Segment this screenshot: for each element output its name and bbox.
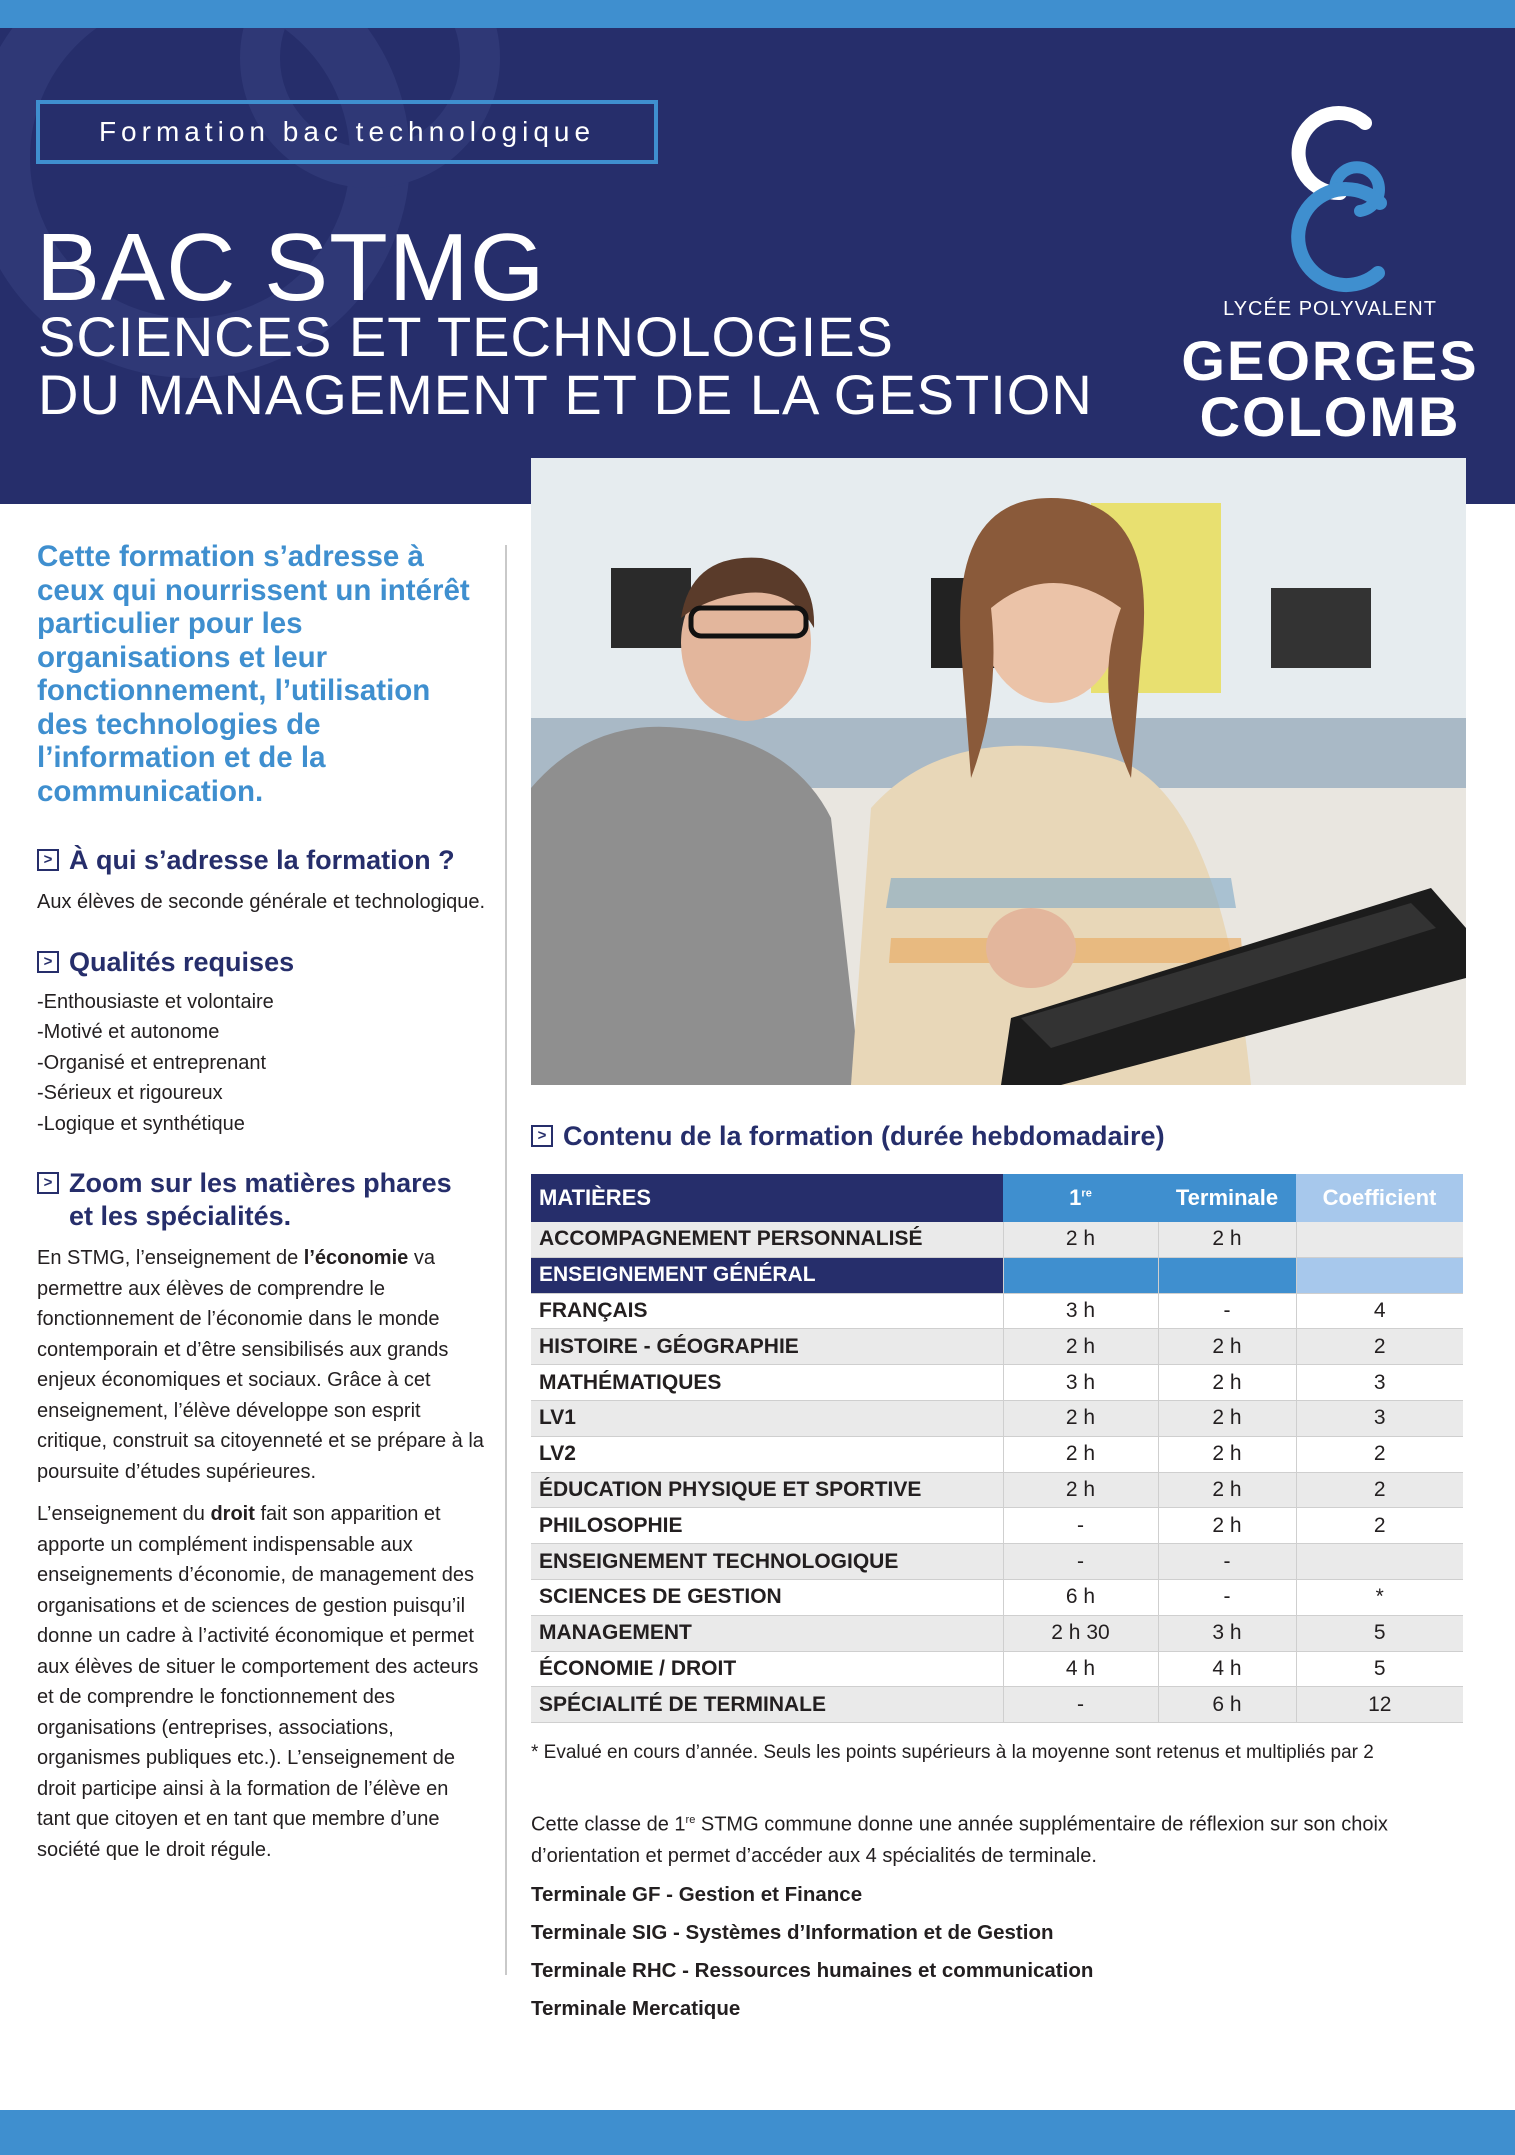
- cell-terminale: 2 h: [1158, 1222, 1296, 1257]
- table-row: [531, 1544, 1463, 1580]
- cell-terminale: 2 h: [1158, 1472, 1296, 1508]
- cell-terminale: 2 h: [1158, 1436, 1296, 1472]
- contenu-table: [531, 1174, 1463, 1723]
- arrow-icon: >: [531, 1125, 553, 1147]
- cell-premiere: 6 h: [1003, 1579, 1158, 1615]
- cell-matiere: SPÉCIALITÉ DE TERMINALE: [531, 1687, 1003, 1723]
- cell-premiere: -: [1003, 1508, 1158, 1544]
- specialite-item: Terminale RHC - Ressources humaines et communication: [531, 1958, 1094, 1982]
- section-audience-title-text: À qui s’adresse la formation ?: [69, 845, 455, 875]
- section-qualities: [37, 946, 487, 1140]
- logo-subtitle: LYCÉE POLYVALENT: [1223, 298, 1437, 320]
- section-qualities-title: [37, 946, 487, 979]
- cell-terminale: -: [1158, 1544, 1296, 1580]
- classroom-photo: [531, 458, 1466, 1085]
- left-column: [37, 540, 487, 1865]
- qualities-item: -Sérieux et rigoureux: [37, 1082, 223, 1104]
- cell-premiere: 2 h: [1003, 1222, 1158, 1257]
- table-row: [531, 1579, 1463, 1615]
- cell-coefficient: 5: [1296, 1615, 1463, 1651]
- logo-name-line-1: GEORGES: [1181, 329, 1479, 392]
- section-zoom-title-line-2: et les spécialités.: [69, 1201, 292, 1231]
- header-premiere: [1003, 1174, 1158, 1222]
- table-footnote: * Evalué en cours d’année. Seuls les points supérieurs à la moyenne sont retenus et multipliés par 2: [531, 1742, 1374, 1763]
- cell-coefficient: [1296, 1257, 1463, 1293]
- intro-text: Cette formation s’adresse à ceux qui nourrissent un intérêt particulier pour les organisations et leur fonctionnement, l’utilisation des technologies de l’information et de la communication.: [37, 540, 470, 808]
- cell-premiere: 2 h: [1003, 1329, 1158, 1365]
- cell-terminale: [1158, 1257, 1296, 1293]
- top-accent-bar: [0, 0, 1515, 28]
- table-row: [531, 1222, 1463, 1257]
- cell-premiere: 3 h: [1003, 1293, 1158, 1329]
- cell-terminale: 2 h: [1158, 1365, 1296, 1401]
- cell-matiere: ÉCONOMIE / DROIT: [531, 1651, 1003, 1687]
- table-section-row: [531, 1257, 1463, 1293]
- cell-coefficient: 3: [1296, 1365, 1463, 1401]
- cell-matiere: MATHÉMATIQUES: [531, 1365, 1003, 1401]
- zoom-p1-bold: l’économie: [303, 1247, 409, 1269]
- cell-terminale: 2 h: [1158, 1329, 1296, 1365]
- cell-terminale: 2 h: [1158, 1400, 1296, 1436]
- header-premiere-sup: re: [1081, 1187, 1092, 1200]
- arrow-icon: >: [37, 1172, 59, 1194]
- qualities-item: -Motivé et autonome: [37, 1021, 220, 1043]
- specialite-item: Terminale GF - Gestion et Finance: [531, 1882, 863, 1906]
- cell-premiere: 2 h: [1003, 1472, 1158, 1508]
- cell-terminale: -: [1158, 1293, 1296, 1329]
- table-row: [531, 1472, 1463, 1508]
- cell-matiere: MANAGEMENT: [531, 1615, 1003, 1651]
- arrow-icon: >: [37, 951, 59, 973]
- cell-matiere: ENSEIGNEMENT TECHNOLOGIQUE: [531, 1544, 1003, 1580]
- cell-coefficient: [1296, 1544, 1463, 1580]
- table-row: [531, 1508, 1463, 1544]
- cell-coefficient: [1296, 1222, 1463, 1257]
- qualities-item: -Enthousiaste et volontaire: [37, 990, 274, 1013]
- zoom-paragraph-droit: [37, 1499, 487, 1865]
- table-row: [531, 1651, 1463, 1687]
- contenu-table-wrap: [531, 1174, 1463, 1723]
- cell-premiere: 4 h: [1003, 1651, 1158, 1687]
- header-premiere-num: 1: [1069, 1185, 1082, 1210]
- table-row: [531, 1329, 1463, 1365]
- classroom-photo-illustration: [531, 458, 1466, 1085]
- cell-coefficient: 2: [1296, 1508, 1463, 1544]
- header-terminale: Terminale: [1158, 1174, 1296, 1222]
- cell-coefficient: 2: [1296, 1329, 1463, 1365]
- contenu-title: [531, 1120, 1165, 1153]
- cell-premiere: 2 h 30: [1003, 1615, 1158, 1651]
- column-divider: [505, 545, 507, 1975]
- cell-coefficient: 3: [1296, 1400, 1463, 1436]
- zoom-p2-bold: droit: [210, 1503, 255, 1525]
- contenu-title-text: Contenu de la formation (durée hebdomadaire): [563, 1121, 1165, 1151]
- zoom-p2-before: L’enseignement du: [37, 1503, 211, 1525]
- table-row: [531, 1365, 1463, 1401]
- section-zoom-title-text: [69, 1167, 452, 1233]
- cell-coefficient: *: [1296, 1579, 1463, 1615]
- subtitle-line-1: SCIENCES ET TECHNOLOGIES: [38, 305, 894, 368]
- section-audience-text: Aux élèves de seconde générale et technologique.: [37, 891, 486, 913]
- table-header-row: [531, 1174, 1463, 1222]
- zoom-p2-after: fait son apparition et apporte un complément indispensable aux enseignements d’économie, de management des organisations et de sciences de gestion puisqu’il donne un cadre à l’activité économique et permet aux élèves de situer le comportement des acteurs et de comprendre le fonctionnement des organisations (entreprises, associations, organismes publiques etc.). L’enseignement de droit participe ainsi à la formation de l’élève en tant que citoyen et en tant que membre d’une société que le droit régule.: [37, 1503, 479, 1861]
- cell-matiere: LV1: [531, 1400, 1003, 1436]
- cell-coefficient: 4: [1296, 1293, 1463, 1329]
- cell-coefficient: 2: [1296, 1472, 1463, 1508]
- cell-terminale: -: [1158, 1579, 1296, 1615]
- cell-matiere: ÉDUCATION PHYSIQUE ET SPORTIVE: [531, 1472, 1003, 1508]
- cell-terminale: 4 h: [1158, 1651, 1296, 1687]
- specialite-item: Terminale Mercatique: [531, 1996, 741, 2020]
- header-coefficient: Coefficient: [1296, 1174, 1463, 1222]
- school-logo: [1160, 83, 1500, 463]
- page-title: BAC STMG: [36, 214, 546, 321]
- header-matieres: MATIÈRES: [531, 1174, 1003, 1222]
- table-row: [531, 1615, 1463, 1651]
- section-zoom-title-line-1: Zoom sur les matières phares: [69, 1168, 452, 1198]
- arrow-icon: >: [37, 849, 59, 871]
- closing-paragraph: [531, 1805, 1461, 1872]
- logo-name: [1160, 329, 1500, 448]
- cell-terminale: 6 h: [1158, 1687, 1296, 1723]
- cell-premiere: 2 h: [1003, 1436, 1158, 1472]
- logo-name-line-2: COLOMB: [1199, 385, 1461, 448]
- table-row: [531, 1687, 1463, 1723]
- cell-terminale: 3 h: [1158, 1615, 1296, 1651]
- page-subtitle: [38, 305, 1138, 426]
- subtitle-line-2: DU MANAGEMENT ET DE LA GESTION: [38, 363, 1093, 426]
- qualities-list: [37, 987, 487, 1140]
- cell-matiere: LV2: [531, 1436, 1003, 1472]
- cell-premiere: 2 h: [1003, 1400, 1158, 1436]
- logo-mark-icon: [1250, 93, 1410, 293]
- cell-matiere: FRANÇAIS: [531, 1293, 1003, 1329]
- cell-matiere: SCIENCES DE GESTION: [531, 1579, 1003, 1615]
- section-zoom-title: [37, 1167, 487, 1233]
- table-row: [531, 1436, 1463, 1472]
- cell-matiere: PHILOSOPHIE: [531, 1508, 1003, 1544]
- section-audience-title: [37, 844, 487, 877]
- qualities-item: -Organisé et entreprenant: [37, 1051, 267, 1074]
- zoom-p1-after: va permettre aux élèves de comprendre le fonctionnement de l’économie dans le monde contemporain et d’être sensibilisés aux grands enjeux économiques et sociaux. Grâce à cet enseignement, l’élève développe son esprit critique, construit sa citoyenneté et se prépare à la poursuite d’études supérieures.: [37, 1247, 484, 1483]
- zoom-p1-before: En STMG, l’enseignement de: [37, 1247, 304, 1269]
- cell-premiere: 3 h: [1003, 1365, 1158, 1401]
- bottom-accent-bar: [0, 2110, 1515, 2155]
- cell-coefficient: 12: [1296, 1687, 1463, 1723]
- cell-premiere: -: [1003, 1687, 1158, 1723]
- header-banner: [0, 28, 1515, 504]
- cell-premiere: [1003, 1257, 1158, 1293]
- closing-after: STMG commune donne une année supplémentaire de réflexion sur son choix d’orientation et permet d’accéder aux 4 spécialités de terminale.: [531, 1813, 1388, 1867]
- zoom-paragraph-economie: [37, 1243, 487, 1487]
- cell-matiere: ENSEIGNEMENT GÉNÉRAL: [531, 1257, 1003, 1293]
- closing-section: [531, 1805, 1461, 2024]
- formation-label: Formation bac technologique: [36, 100, 658, 164]
- specialite-item: Terminale SIG - Systèmes d’Information et de Gestion: [531, 1920, 1054, 1944]
- cell-coefficient: 2: [1296, 1436, 1463, 1472]
- section-zoom: [37, 1167, 487, 1865]
- cell-matiere: ACCOMPAGNEMENT PERSONNALISÉ: [531, 1222, 1003, 1257]
- section-qualities-title-text: Qualités requises: [69, 946, 295, 977]
- closing-sup: re: [685, 1814, 696, 1826]
- cell-coefficient: 5: [1296, 1651, 1463, 1687]
- qualities-item: -Logique et synthétique: [37, 1112, 245, 1135]
- cell-premiere: -: [1003, 1544, 1158, 1580]
- table-row: [531, 1400, 1463, 1436]
- closing-before: Cette classe de 1: [531, 1813, 686, 1836]
- cell-terminale: 2 h: [1158, 1508, 1296, 1544]
- section-audience: [37, 844, 487, 918]
- cell-matiere: HISTOIRE - GÉOGRAPHIE: [531, 1329, 1003, 1365]
- table-row: [531, 1293, 1463, 1329]
